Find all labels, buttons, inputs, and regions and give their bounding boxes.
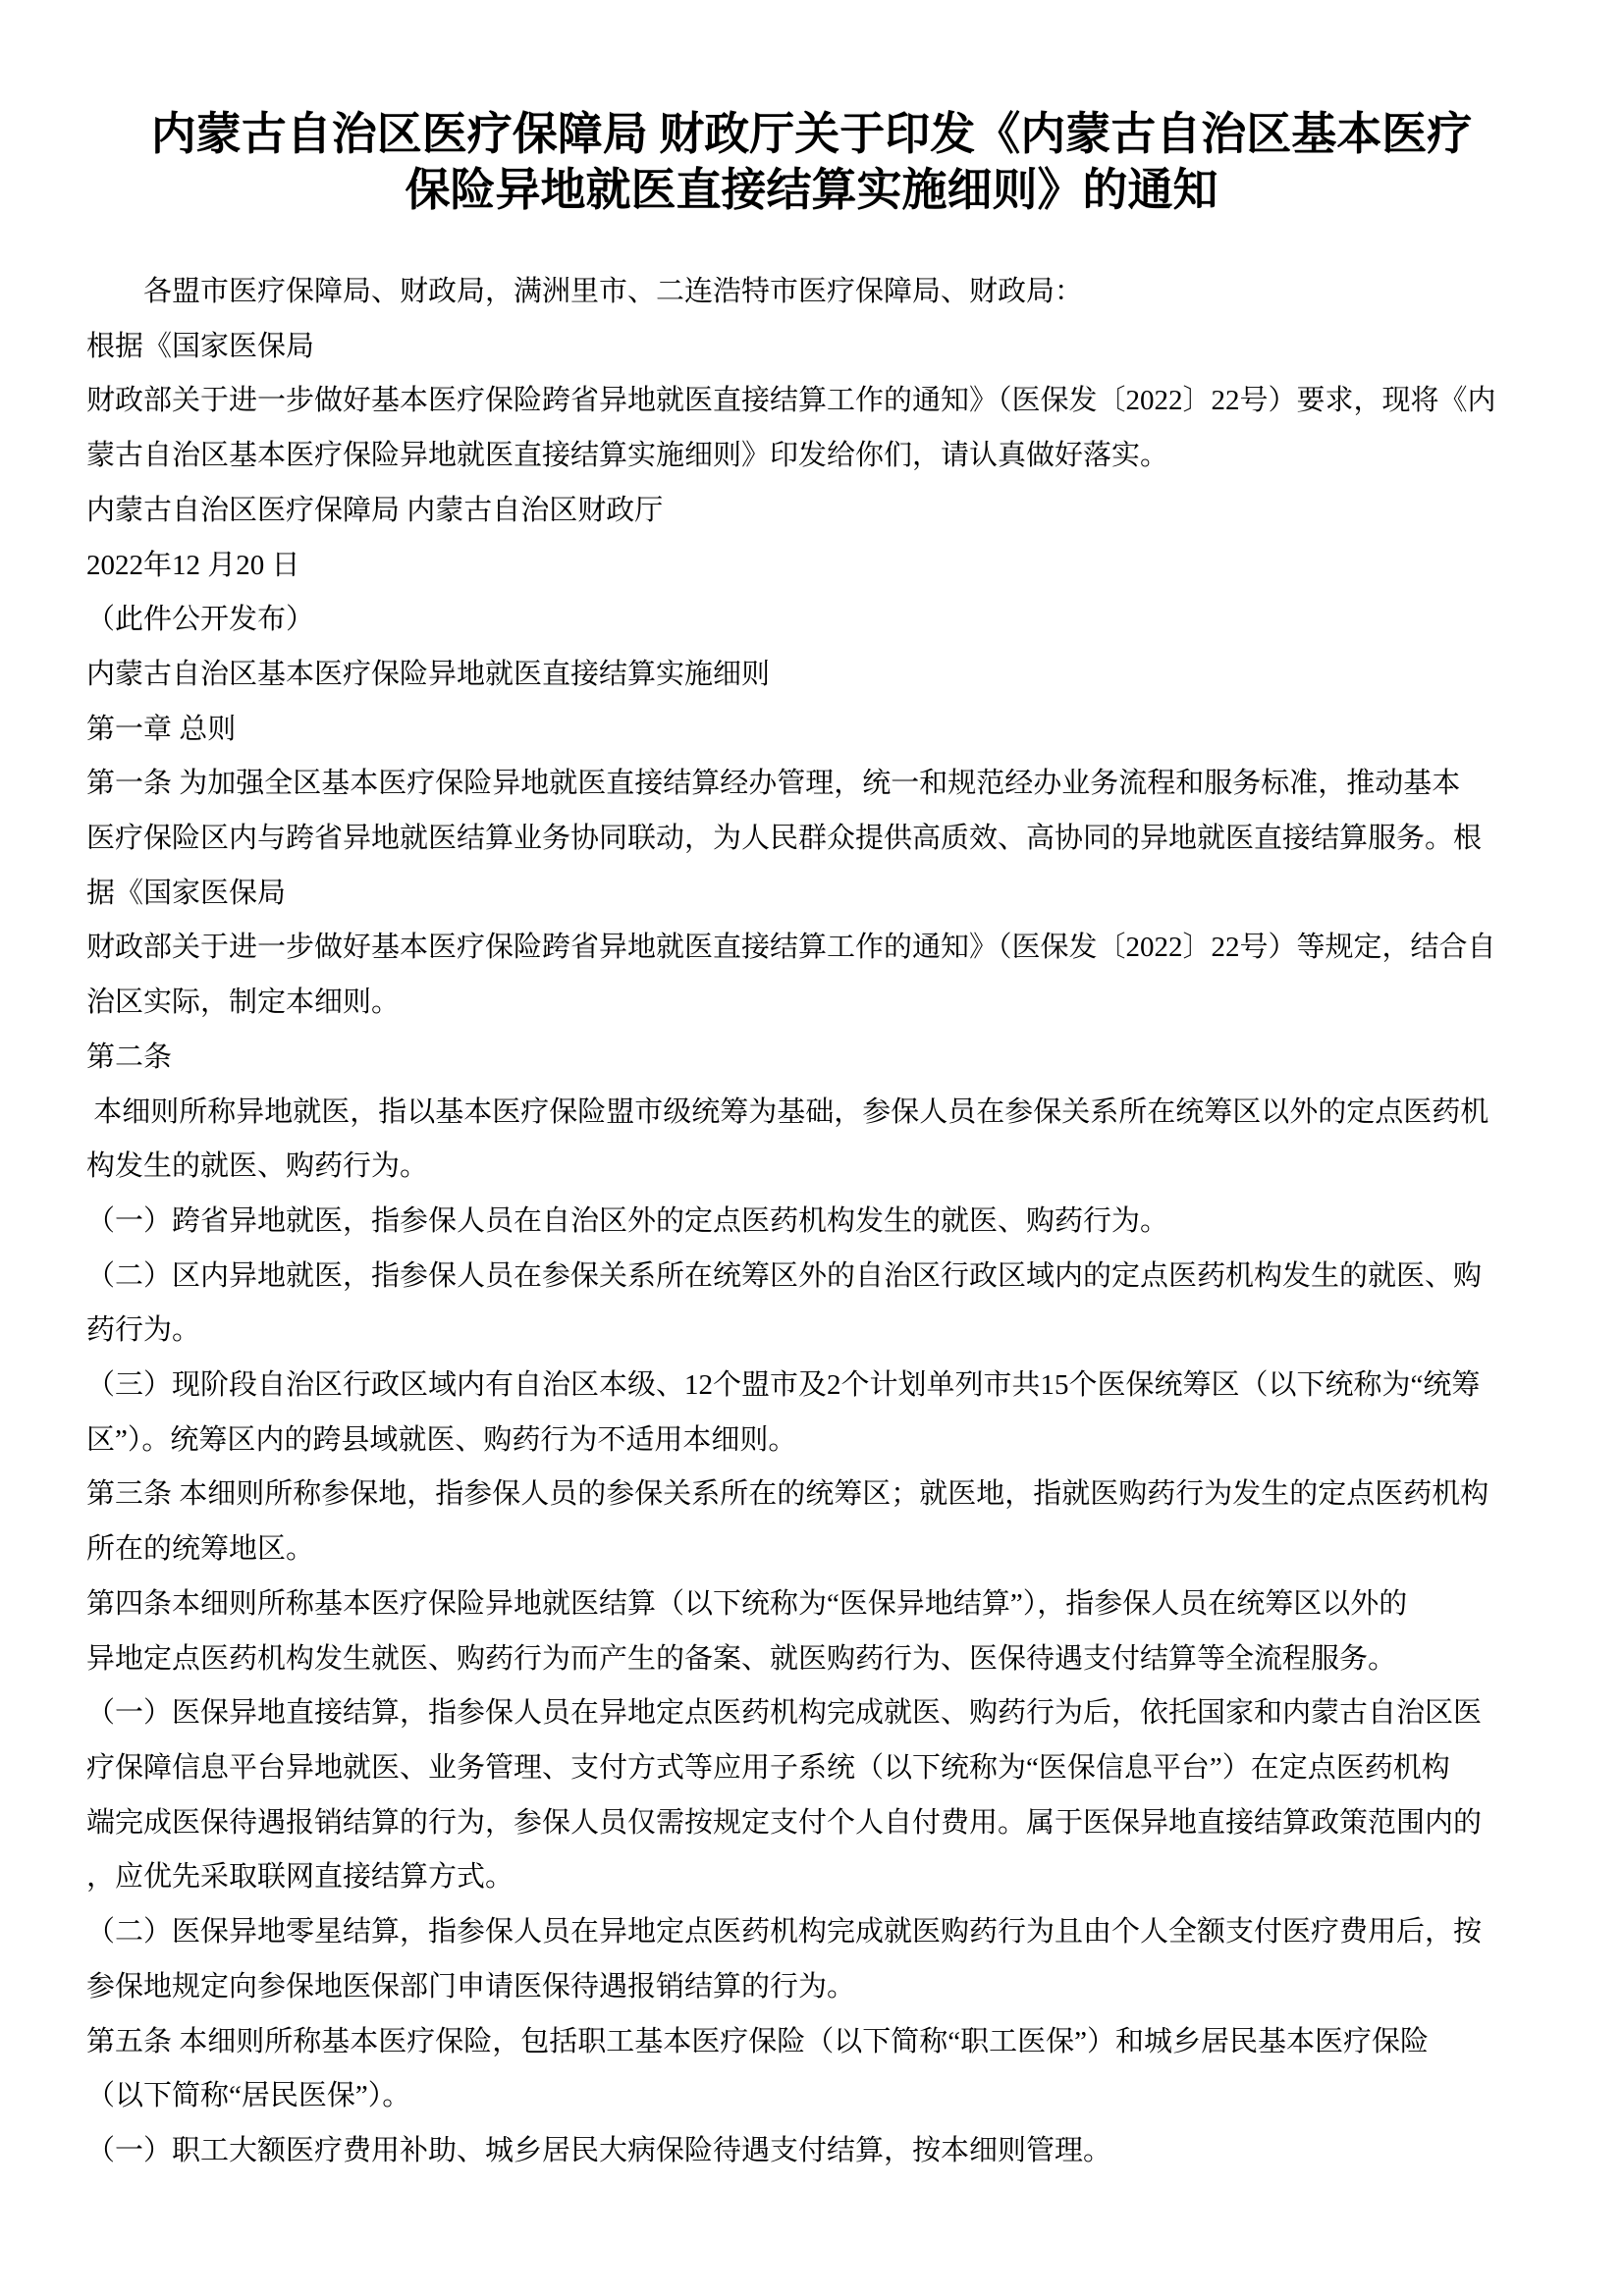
document-line: （一）跨省异地就医，指参保人员在自治区外的定点医药机构发生的就医、购药行为。 (86, 1204, 1169, 1237)
document-line: 药行为。 (86, 1314, 201, 1347)
document-line: 端完成医保待遇报销结算的行为，参保人员仅需按规定支付个人自付费用。属于医保异地直接结算政策范围内的 (86, 1806, 1483, 1839)
document-title-line: 保险异地就医直接结算实施细则》的通知 (405, 165, 1218, 215)
document-line: 第五条 本细则所称基本医疗保险，包括职工基本医疗保险（以下简称“职工医保”）和城乡居民基本医疗保险 (86, 2025, 1429, 2057)
document-line: 所在的统筹地区。 (86, 1533, 315, 1566)
document-line: 第一条 为加强全区基本医疗保险异地就医直接结算经办管理，统一和规范经办业务流程和服务标准，推动基本 (86, 768, 1461, 800)
document-line: 第一章 总则 (86, 713, 237, 745)
document-line: 第二条 (86, 1041, 173, 1073)
document-line: 区”）。统筹区内的跨县域就医、购药行为不适用本细则。 (86, 1423, 797, 1456)
document-line: 蒙古自治区基本医疗保险异地就医直接结算实施细则》印发给你们，请认真做好落实。 (86, 440, 1169, 472)
document-line: ，应优先采取联网直接结算方式。 (86, 1861, 514, 1894)
document-line: （以下简称“居民医保”）。 (86, 2080, 411, 2112)
document-line: 参保地规定向参保地医保部门申请医保待遇报销结算的行为。 (86, 1970, 856, 2002)
document-line: 本细则所称异地就医，指以基本医疗保险盟市级统筹为基础，参保人员在参保关系所在统筹区以外的定点医药机 (86, 1095, 1489, 1128)
document-title (84, 0, 1539, 218)
document-line: 构发生的就医、购药行为。 (86, 1150, 429, 1183)
document-line: 2022年12 月20 日 (86, 549, 300, 581)
document-line: （二）区内异地就医，指参保人员在参保关系所在统筹区外的自治区行政区域内的定点医药机构发生的就医、购 (86, 1259, 1483, 1292)
document-line: 各盟市医疗保障局、财政局，满洲里市、二连浩特市医疗保障局、财政局： (86, 276, 1084, 307)
document-line: 根据《国家医保局 (86, 330, 315, 362)
document-line: 治区实际，制定本细则。 (86, 987, 401, 1019)
document-line: 第四条本细则所称基本医疗保险异地就医结算（以下统称为“医保异地结算”），指参保人员在统筹区以外的 (86, 1587, 1408, 1620)
document-line: 据《国家医保局 (86, 877, 287, 909)
document-title-line: 内蒙古自治区医疗保障局 财政厅关于印发《内蒙古自治区基本医疗 (150, 109, 1473, 159)
document-body (86, 265, 1544, 2179)
document-line: 财政部关于进一步做好基本医疗保险跨省异地就医直接结算工作的通知》（医保发〔2022〕22号）等规定，结合自 (86, 932, 1496, 964)
document-line: 内蒙古自治区基本医疗保险异地就医直接结算实施细则 (86, 658, 771, 690)
document-line: 第三条 本细则所称参保地，指参保人员的参保关系所在的统筹区；就医地，指就医购药行为发生的定点医药机构 (86, 1478, 1489, 1511)
document-line: 内蒙古自治区医疗保障局 内蒙古自治区财政厅 (86, 494, 664, 526)
document-line: 医疗保险区内与跨省异地就医结算业务协同联动，为人民群众提供高质效、高协同的异地就医直接结算服务。根 (86, 823, 1483, 855)
document-line: 财政部关于进一步做好基本医疗保险跨省异地就医直接结算工作的通知》（医保发〔2022〕22号）要求，现将《内 (86, 385, 1496, 417)
document-line: （三）现阶段自治区行政区域内有自治区本级、12个盟市及2个计划单列市共15个医保统筹区（以下统称为“统筹 (86, 1369, 1481, 1402)
document-line: （一）职工大额医疗费用补助、城乡居民大病保险待遇支付结算，按本细则管理。 (86, 2134, 1112, 2166)
document-line: （二）医保异地零星结算，指参保人员在异地定点医药机构完成就医购药行为且由个人全额支付医疗费用后，按 (86, 1916, 1483, 1949)
document-line: （一）医保异地直接结算，指参保人员在异地定点医药机构完成就医、购药行为后，依托国家和内蒙古自治区医 (86, 1697, 1483, 1730)
document-line: 异地定点医药机构发生就医、购药行为而产生的备案、就医购药行为、医保待遇支付结算等全流程服务。 (86, 1642, 1397, 1675)
document-line: （此件公开发布） (86, 604, 315, 636)
document-line: 疗保障信息平台异地就医、业务管理、支付方式等应用子系统（以下统称为“医保信息平台”）在定点医药机构 (86, 1751, 1450, 1784)
